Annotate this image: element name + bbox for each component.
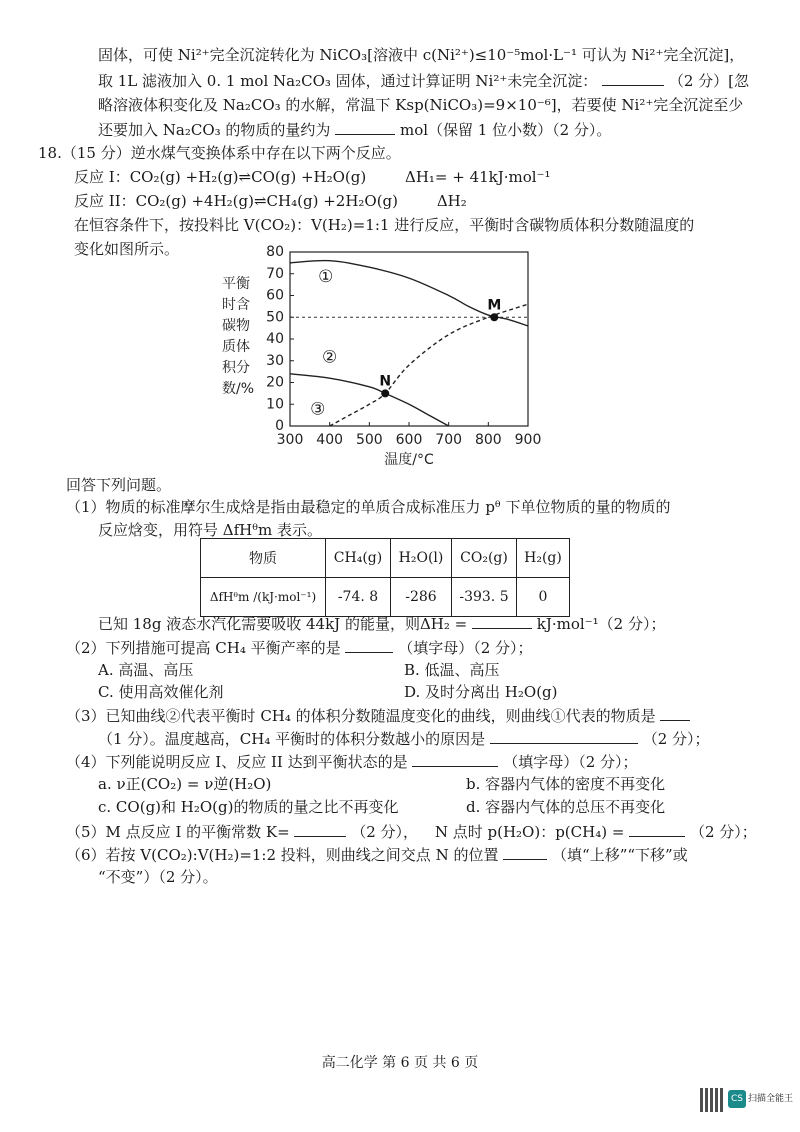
table-cell: 0 (517, 578, 570, 617)
sub5-text-c: N 点时 p(H₂O)：p(CH₄) = (434, 823, 625, 841)
sub4-option-b: b. 容器内气体的密度不再变化 (466, 775, 666, 793)
x-tick-label: 800 (474, 432, 502, 448)
prev-question-line2-score: （2 分）[忽 (668, 72, 750, 90)
table-row (201, 539, 570, 578)
prev-question-line4-text: 还要加入 Na₂CO₃ 的物质的量约为 (98, 121, 331, 139)
answer-prompt: 回答下列问题。 (66, 476, 172, 494)
sub4-question-tail: （填字母）（2 分）； (503, 753, 638, 771)
y-axis-label: 积分 (222, 360, 250, 376)
sub3-line2-tail: （2 分）； (642, 730, 710, 748)
x-tick-label: 600 (395, 432, 423, 448)
sub2-option-a: A. 高温、高压 (98, 661, 194, 679)
reaction-2 (74, 190, 467, 212)
prev-question-line1: 固体，可使 Ni²⁺完全沉淀转化为 NiCO₃[溶液中 c(Ni²⁺)≤10⁻⁵mol·L⁻¹ 可认为 Ni²⁺完全沉淀]， (98, 46, 745, 64)
x-tick-label: 700 (435, 432, 463, 448)
sub5-text-d: （2 分）； (689, 823, 757, 841)
y-tick-label: 60 (266, 287, 284, 304)
sub3-line2-text: （1 分）。温度越高，CH₄ 平衡时的体积分数越小的原因是 (98, 730, 486, 748)
reaction-1 (74, 166, 551, 188)
sub1-line2: 反应焓变，用符号 ΔfHᶿm 表示。 (98, 521, 323, 539)
answer-blank[interactable] (472, 612, 532, 629)
point-label-m: M (487, 297, 502, 314)
sub1-line1: （1）物质的标准摩尔生成焓是指由最稳定的单质合成标准压力 pᶿ 下单位物质的量的物质的 (66, 498, 671, 516)
x-tick-label: 900 (514, 432, 542, 448)
reaction-1-equation: 反应 I：CO₂(g) +H₂(g)⇌CO(g) +H₂O(g) (74, 168, 367, 186)
x-axis-label: 温度/°C (384, 452, 434, 468)
table-cell: -74. 8 (326, 578, 391, 617)
sub5-text-a: （5）M 点反应 I 的平衡常数 K= (66, 823, 290, 841)
reaction-1-enthalpy: ΔH₁= + 41kJ·mol⁻¹ (405, 168, 551, 186)
table-cell: -286 (391, 578, 452, 617)
sub6-line1 (66, 843, 688, 866)
reaction-2-equation: 反应 II：CO₂(g) +4H₂(g)⇌CH₄(g) +2H₂O(g) (74, 192, 399, 210)
y-tick-label: 0 (275, 418, 284, 434)
prev-question-line2 (98, 69, 749, 92)
sub5-question (66, 820, 757, 843)
reaction-2-enthalpy: ΔH₂ (436, 192, 467, 210)
q18-header: 18.（15 分）逆水煤气变换体系中存在以下两个反应。 (38, 144, 401, 162)
answer-blank[interactable] (412, 750, 498, 767)
sub2-option-c: C. 使用高效催化剂 (98, 683, 224, 701)
scanner-logo-icon: CS (728, 1090, 746, 1108)
y-axis-label: 时含 (222, 297, 250, 313)
sub4-question (66, 750, 638, 773)
sub3-line2 (98, 727, 710, 750)
series-label-1: ① (318, 266, 334, 287)
x-tick-label: 300 (276, 432, 304, 448)
sub6-line1-tail: （填“上移”“下移”或 (552, 846, 688, 864)
sub1-line3-text: 已知 18g 液态水汽化需要吸收 44kJ 的能量，则ΔH₂ = (98, 615, 468, 633)
sub2-question (66, 636, 533, 659)
answer-blank[interactable] (602, 69, 664, 86)
answer-blank[interactable] (335, 118, 395, 135)
qr-code-icon (700, 1088, 724, 1112)
enthalpy-table (200, 538, 570, 617)
sub2-option-d: D. 及时分离出 H₂O(g) (404, 683, 558, 701)
sub6-line2: “不变”）（2 分）。 (98, 868, 218, 886)
page-footer: 高二化学 第 6 页 共 6 页 (321, 1055, 479, 1071)
sub4-option-d: d. 容器内气体的总压不再变化 (466, 798, 666, 816)
prev-question-line2-text: 取 1L 滤液加入 0. 1 mol Na₂CO₃ 固体，通过计算证明 Ni²⁺未完全沉淀： (98, 72, 598, 90)
table-row (201, 578, 570, 617)
table-header-cell: H₂(g) (517, 539, 570, 578)
series-label-2: ② (322, 347, 338, 368)
x-tick-label: 400 (316, 432, 344, 448)
scanner-watermark (700, 1086, 794, 1116)
y-tick-label: 50 (266, 309, 284, 326)
table-header-cell: CO₂(g) (452, 539, 517, 578)
y-tick-label: 80 (266, 244, 284, 260)
series-line-3 (330, 304, 528, 426)
sub1-line3-tail: kJ·mol⁻¹（2 分）； (536, 615, 666, 633)
sub4-option-a: a. ν正(CO₂) = ν逆(H₂O) (98, 775, 272, 793)
scanner-name: 扫描全能王 (748, 1094, 794, 1104)
sub2-question-tail: （填字母）（2 分）； (398, 639, 533, 657)
point-label-n: N (379, 373, 392, 390)
table-header-cell: CH₄(g) (326, 539, 391, 578)
sub2-option-b: B. 低温、高压 (404, 661, 500, 679)
sub4-question-text: （4）下列能说明反应 I、反应 II 达到平衡状态的是 (66, 753, 408, 771)
y-tick-label: 70 (266, 265, 284, 282)
answer-blank[interactable] (345, 636, 393, 653)
sub3-line1-text: （3）已知曲线②代表平衡时 CH₄ 的体积分数随温度变化的曲线，则曲线①代表的物质是 (66, 707, 656, 725)
table-cell: -393. 5 (452, 578, 517, 617)
table-row-label: ΔfHᶿm /(kJ·mol⁻¹) (201, 578, 326, 617)
answer-blank[interactable] (294, 820, 346, 837)
series-label-3: ③ (310, 399, 326, 420)
y-tick-label: 20 (266, 374, 284, 391)
y-axis-label: 平衡 (222, 276, 250, 292)
sub4-option-c: c. CO(g)和 H₂O(g)的物质的量之比不再变化 (98, 798, 399, 816)
y-tick-label: 40 (266, 331, 284, 347)
point-n (381, 389, 389, 397)
answer-blank[interactable] (660, 704, 690, 721)
answer-blank[interactable] (490, 727, 638, 744)
prev-question-line4-tail: mol（保留 1 位小数）（2 分）。 (399, 121, 612, 139)
y-tick-label: 30 (266, 352, 284, 369)
table-header-cell: H₂O(l) (391, 539, 452, 578)
sub2-question-text: （2）下列措施可提高 CH₄ 平衡产率的是 (66, 639, 341, 657)
sub6-line1-text: （6）若按 V(CO₂):V(H₂)=1:2 投料，则曲线之间交点 N 的位置 (66, 846, 499, 864)
condition-line1: 在恒容条件下，按投料比 V(CO₂)：V(H₂)=1:1 进行反应，平衡时含碳物质体积分数随温度的 (74, 216, 695, 234)
condition-line2: 变化如图所示。 (74, 240, 180, 258)
equilibrium-chart (220, 240, 550, 472)
answer-blank[interactable] (629, 820, 685, 837)
sub5-text-b: （2 分）， (351, 823, 419, 841)
prev-question-line3: 略溶液体积变化及 Na₂CO₃ 的水解，常温下 Ksp(NiCO₃)=9×10⁻⁶]，若要使 Ni²⁺完全沉淀至少 (98, 96, 744, 114)
answer-blank[interactable] (503, 843, 547, 860)
sub1-line3 (98, 612, 665, 635)
sub3-line1 (66, 704, 690, 727)
table-header-cell: 物质 (201, 539, 326, 578)
point-m (490, 313, 498, 321)
y-axis-label: 质体 (222, 339, 250, 355)
y-axis-label: 碳物 (222, 318, 250, 334)
x-tick-label: 500 (355, 432, 383, 448)
prev-question-line4 (98, 118, 611, 141)
y-tick-label: 10 (266, 396, 284, 413)
y-axis-label: 数/% (222, 381, 255, 397)
